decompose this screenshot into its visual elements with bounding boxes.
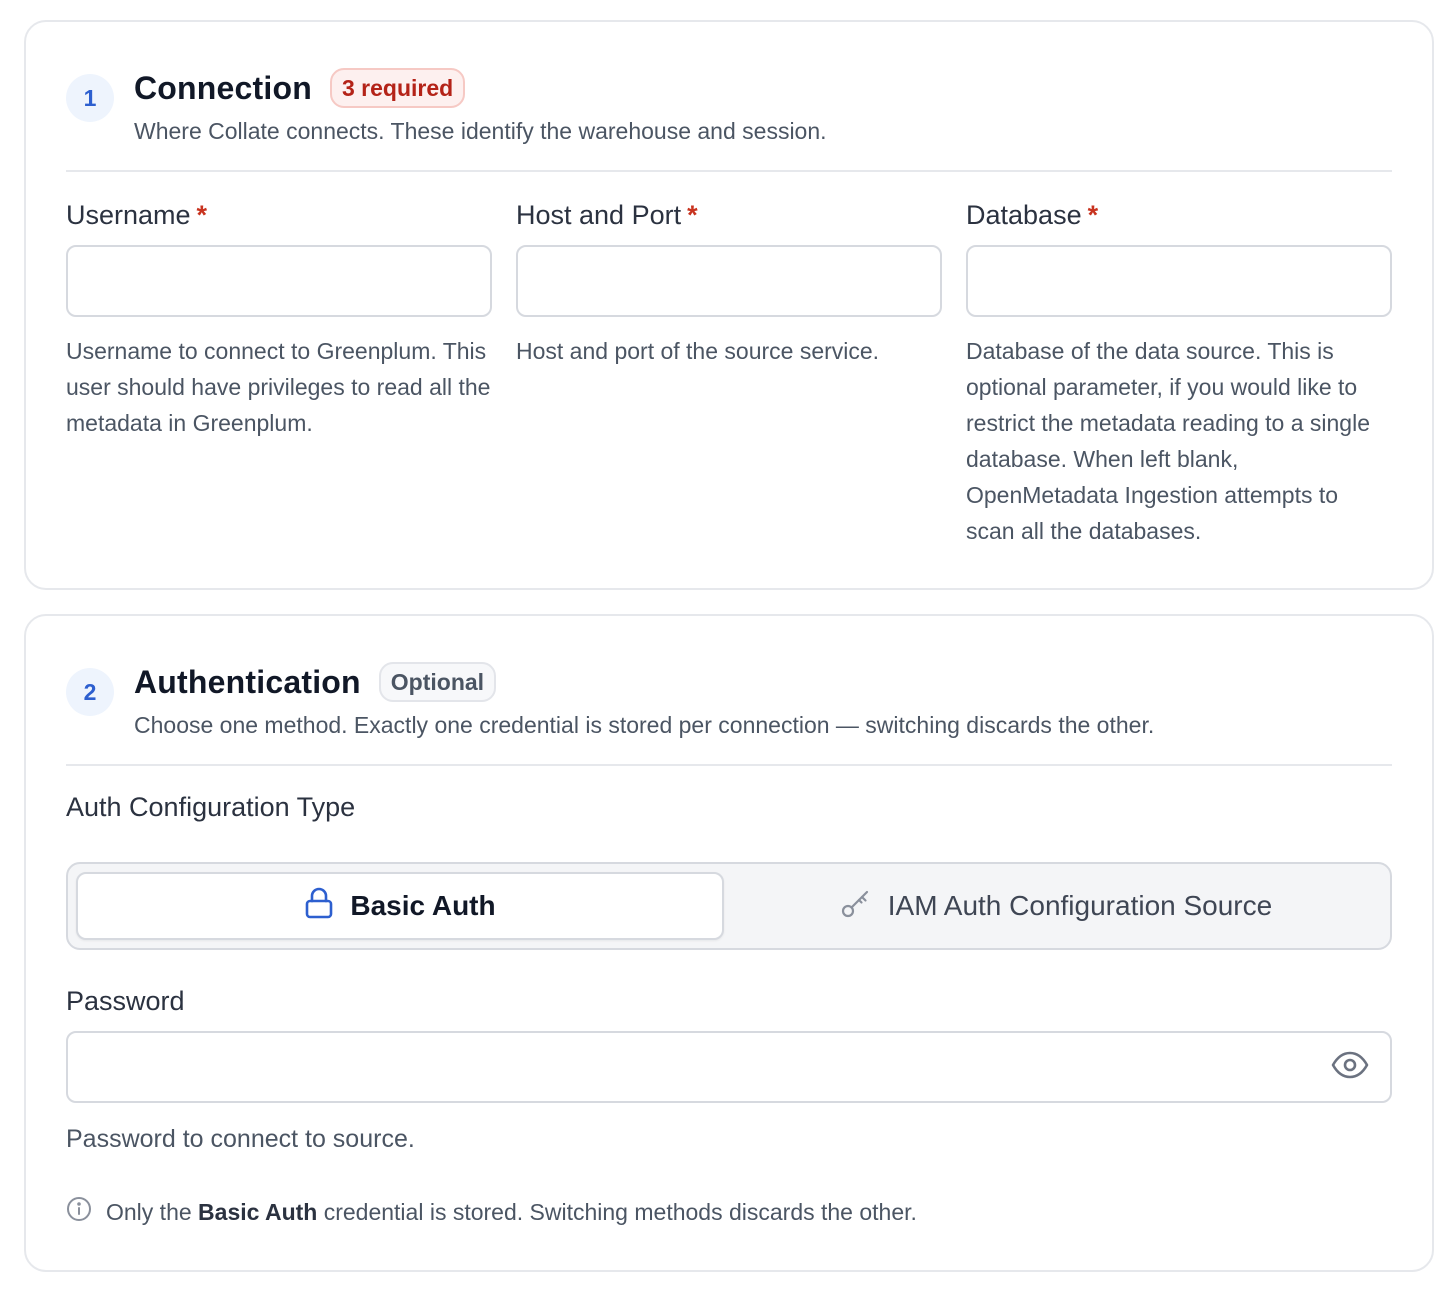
database-input[interactable] [966, 245, 1392, 317]
section-title: Connection [134, 69, 312, 106]
optional-badge: Optional [379, 662, 496, 702]
iam-auth-label: IAM Auth Configuration Source [887, 890, 1273, 921]
username-label: Username * [66, 200, 208, 230]
info-icon [66, 1196, 92, 1228]
username-input[interactable] [66, 245, 492, 317]
note-text: Only the Basic Auth credential is stored. Switching methods discards the other. [106, 1198, 917, 1225]
database-field [966, 200, 1392, 549]
step-number: 2 [66, 668, 114, 716]
username-help: Username to connect to Greenplum. This user should have privileges to read all the metadata in Greenplum. [66, 338, 491, 436]
auth-type-label: Auth Configuration Type [66, 792, 356, 822]
key-icon [840, 887, 872, 926]
divider [66, 170, 1392, 172]
required-asterisk: * [1087, 200, 1099, 230]
host-port-label: Host and Port * [516, 200, 698, 230]
step-number: 1 [66, 74, 114, 122]
basic-auth-label: Basic Auth [350, 890, 496, 921]
database-help: Database of the data source. This is optional parameter, if you would like to restrict the metadata reading to a single database. When left blank, OpenMetadata Ingestion attempts to scan all the databases. [966, 338, 1371, 544]
required-asterisk: * [196, 200, 208, 230]
host-port-input[interactable] [516, 245, 942, 317]
eye-icon [1331, 1051, 1369, 1079]
host-port-field [516, 200, 942, 369]
basic-auth-option[interactable] [76, 872, 724, 940]
required-badge: 3 required [330, 68, 465, 108]
section-title: Authentication [134, 663, 361, 700]
password-help: Password to connect to source. [66, 1125, 415, 1153]
authentication-section [24, 614, 1434, 1272]
password-field [66, 986, 1392, 1157]
section-subtitle: Where Collate connects. These identify the warehouse and session. [134, 118, 827, 144]
divider [66, 764, 1392, 766]
auth-type-selector [66, 862, 1392, 950]
section-subtitle: Choose one method. Exactly one credential is stored per connection — switching discards the other. [134, 712, 1155, 738]
lock-icon [304, 886, 334, 927]
show-password-button[interactable] [1330, 1045, 1370, 1085]
password-input[interactable] [66, 1031, 1392, 1103]
host-port-help: Host and port of the source service. [516, 338, 880, 364]
credential-note [66, 1196, 917, 1228]
required-asterisk: * [687, 200, 698, 230]
iam-auth-option[interactable] [730, 872, 1382, 940]
database-label: Database * [966, 200, 1099, 230]
connection-section [24, 20, 1434, 590]
password-label: Password [66, 986, 185, 1016]
username-field [66, 200, 492, 441]
